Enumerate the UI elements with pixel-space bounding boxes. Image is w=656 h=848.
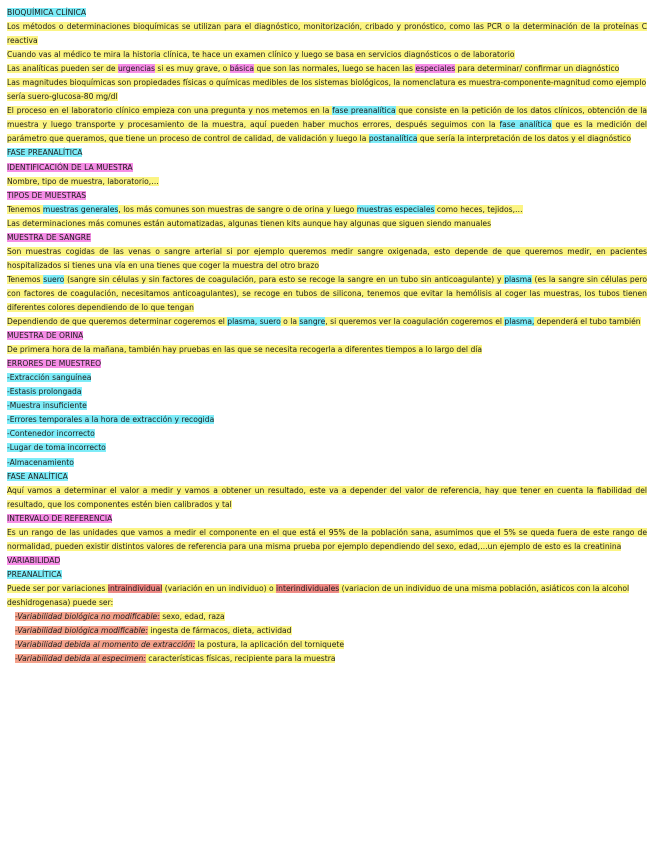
text-span: sexo, edad, raza	[159, 612, 225, 622]
text-span: PREANALÍTICA	[7, 569, 62, 579]
text-span: , si queremos ver la coagulación cogeremos el	[325, 317, 505, 327]
text-paragraph	[7, 329, 647, 343]
text-span: -Muestra insuficiente	[7, 401, 87, 411]
text-paragraph	[7, 273, 647, 315]
text-span: (sangre sin células y sin factores de coagulación, para esto se recoge la sangre en un tubo sin anticoagulante) y	[64, 274, 505, 284]
highlighted-term: postanalítica	[368, 134, 418, 144]
text-span: Cuando vas al médico te mira la historia clínica, te hace un examen clínico y luego se basa en servicios diagnósticos o de laboratorio	[7, 50, 515, 60]
highlighted-term: muestras generales	[42, 204, 119, 214]
highlighted-term: plasma, suero	[227, 317, 281, 327]
text-paragraph	[7, 610, 647, 624]
text-span: -Lugar de toma incorrecto	[7, 443, 106, 453]
text-span: dependerá el tubo también	[534, 317, 641, 327]
text-paragraph	[7, 175, 647, 189]
text-span: ingesta de fármacos, dieta, actividad	[147, 626, 292, 636]
text-paragraph	[7, 413, 647, 427]
highlighted-term: intraindividual	[107, 583, 163, 593]
highlighted-term: sangre	[299, 317, 326, 327]
text-span: (variacion de un individuo de una misma población, asiáticos con la alcohol deshidrogenasa) puede ser:	[7, 583, 630, 607]
highlighted-term: plasma,	[504, 317, 535, 327]
text-span: características físicas, recipiente para la muestra	[145, 654, 336, 664]
text-span: la postura, la aplicación del torniquete	[195, 640, 345, 650]
text-paragraph	[7, 624, 647, 638]
highlighted-term: -Variabilidad biológica modificable:	[15, 626, 148, 636]
text-paragraph	[7, 343, 647, 357]
text-span: Las analíticas pueden ser de	[7, 64, 118, 74]
text-span: Puede ser por variaciones	[7, 583, 108, 593]
text-span: (es la sangre sin células pero con factores de coagulación, necesitamos anticoagulantes), se recoge en tubos de silicona, tenemos que evitar la hemólisis al coger las muestras, los tubos tienen diferentes colores dependiendo de lo que tengan	[7, 274, 647, 312]
text-paragraph	[7, 189, 647, 203]
text-span: TIPOS DE MUESTRAS	[7, 190, 87, 200]
text-paragraph	[7, 48, 647, 62]
page-title	[7, 6, 647, 20]
text-span: BIOQUÍMICA CLÍNICA	[7, 8, 87, 17]
text-paragraph	[7, 399, 647, 413]
text-paragraph	[7, 357, 647, 371]
text-span: Las determinaciones más comunes están automatizadas, algunas tienen kits aunque hay algunas que siguen siendo manuales	[7, 218, 492, 228]
text-paragraph	[7, 217, 647, 231]
text-span: -Estasis prolongada	[7, 387, 82, 397]
text-span: que consiste en la petición de los datos clínicos, obtención de la muestra y luego transporte y procesamiento de la muestra, aquí pueden haber muchos errores, después seguimos con la	[7, 106, 647, 130]
text-paragraph	[7, 470, 647, 484]
highlighted-term: fase preanalítica	[332, 106, 396, 116]
text-span: -Contenedor incorrecto	[7, 429, 95, 439]
text-span: IDENTIFICACIÓN DE LA MUESTRA	[7, 162, 133, 172]
text-span: que es la medición del parámetro que queramos, que tiene un proceso de control de calidad, de validación y luego la	[7, 120, 647, 144]
text-paragraph	[7, 456, 647, 470]
highlighted-term: especiales	[415, 64, 456, 74]
text-span: MUESTRA DE SANGRE	[7, 232, 91, 242]
text-paragraph	[7, 427, 647, 441]
text-paragraph	[7, 231, 647, 245]
text-paragraph	[7, 146, 647, 160]
text-span: si es muy grave, o	[155, 64, 230, 74]
text-span: -Almacenamiento	[7, 457, 74, 467]
text-paragraph	[7, 652, 647, 666]
highlighted-term: fase analítica	[499, 120, 552, 130]
text-span: FASE ANALÍTICA	[7, 471, 68, 481]
text-span: que sería la interpretación de los datos y el diagnóstico	[417, 134, 631, 144]
highlighted-term: urgencias	[117, 64, 155, 74]
text-span: como heces, tejidos,…	[434, 204, 523, 214]
highlighted-term: -Variabilidad debida al especimen:	[15, 654, 146, 664]
text-span: Los métodos o determinaciones bioquímicas se utilizan para el diagnóstico, monitorización, cribado y pronóstico, como las PCR o la determinación de la proteínas C reactiva	[7, 22, 647, 46]
text-span: De primera hora de la mañana, también hay pruebas en las que se necesita recogerla a diferentes tiempos a lo largo del día	[7, 345, 483, 355]
text-paragraph	[7, 484, 647, 512]
text-span: INTERVALO DE REFERENCIA	[7, 513, 113, 523]
text-span: para determinar/ confirmar un diagnóstico	[455, 64, 620, 74]
highlighted-term: -Variabilidad debida al momento de extracción:	[15, 640, 196, 650]
text-paragraph	[7, 512, 647, 526]
text-paragraph	[7, 385, 647, 399]
text-span: El proceso en el laboratorio clínico empieza con una pregunta y nos metemos en la	[7, 106, 333, 116]
text-paragraph	[7, 315, 647, 329]
text-span: , los más comunes son muestras de sangre o de orina y luego	[118, 204, 357, 214]
text-paragraph	[7, 371, 647, 385]
text-paragraph	[7, 526, 647, 554]
text-span: Son muestras cogidas de las venas o sangre arterial si por ejemplo queremos medir sangre oxigenada, esto depende de que queremos medir, en pacientes hospitalizados si tienes una vía en una tienes que coger la muestra del otro brazo	[7, 246, 647, 270]
text-span: Es un rango de las unidades que vamos a medir el componente en el que está el 95% de la población sana, asumimos que el 5% se queda fuera de este rango de normalidad, pueden existir distintos valores de referencia para una misma prueba por ejemplo dependiendo del sexo, edad,…un ejemplo de esto es la creatinina	[7, 527, 647, 551]
text-paragraph	[7, 554, 647, 568]
highlighted-term: suero	[43, 274, 65, 284]
text-span: FASE PREANALÍTICA	[7, 148, 83, 158]
text-paragraph	[7, 62, 647, 76]
highlighted-term: -Variabilidad biológica no modificable:	[15, 612, 160, 622]
document-body	[7, 6, 647, 666]
text-span: Tenemos	[7, 204, 43, 214]
text-span: MUESTRA DE ORINA	[7, 331, 84, 341]
text-span: Aquí vamos a determinar el valor a medir y vamos a obtener un resultado, este va a depender del valor de referencia, hay que tener en cuenta la fiabilidad del resultado, que los componentes estén bien calibrados y tal	[7, 485, 647, 509]
text-paragraph	[7, 441, 647, 455]
highlighted-term: básica	[229, 64, 255, 74]
highlighted-term: plasma	[504, 274, 532, 284]
text-span: que son las normales, luego se hacen las	[254, 64, 416, 74]
text-paragraph	[7, 638, 647, 652]
text-span: VARIABILIDAD	[7, 555, 61, 565]
text-paragraph	[7, 582, 647, 610]
text-span: Dependiendo de que queremos determinar cogeremos el	[7, 317, 228, 327]
text-span: Nombre, tipo de muestra, laboratorio,…	[7, 176, 159, 186]
text-paragraph	[7, 568, 647, 582]
highlighted-term: muestras especiales	[356, 204, 435, 214]
text-span: ERRORES DE MUESTREO	[7, 359, 102, 369]
text-span: Tenemos	[7, 274, 44, 284]
text-paragraph	[7, 76, 647, 104]
text-paragraph	[7, 104, 647, 146]
text-span: -Extracción sanguínea	[7, 373, 92, 383]
text-paragraph	[7, 161, 647, 175]
highlighted-term: interindividuales	[276, 583, 340, 593]
text-span: Las magnitudes bioquímicas son propiedades físicas o químicas medibles de los sistemas biológicos, la nomenclatura es muestra-componente-magnitud como ejemplo sería suero-glucosa-80 mg/dl	[7, 78, 647, 102]
text-paragraph	[7, 203, 647, 217]
text-paragraph	[7, 20, 647, 48]
text-span: (variación en un individuo) o	[162, 583, 277, 593]
text-span: -Errores temporales a la hora de extracción y recogida	[7, 415, 215, 425]
text-span: o la	[280, 317, 300, 327]
text-paragraph	[7, 245, 647, 273]
